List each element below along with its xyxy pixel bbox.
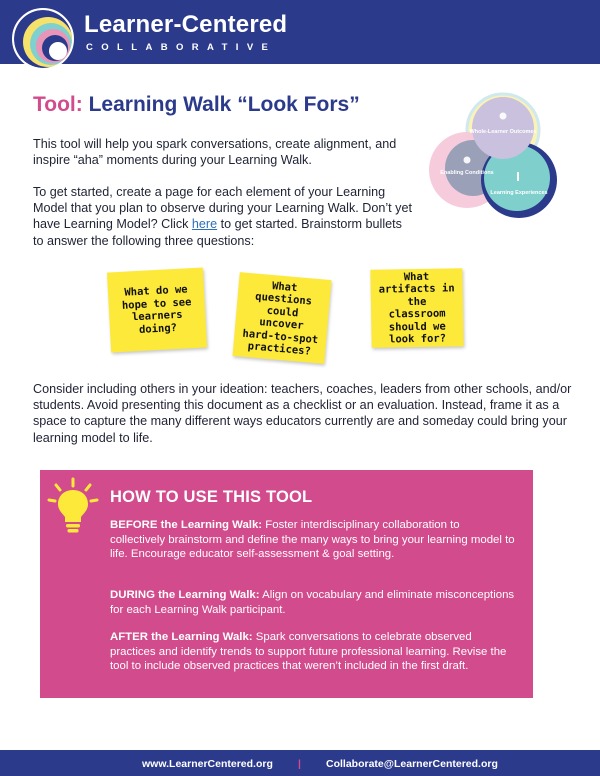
how-to-title: HOW TO USE THIS TOOL — [110, 488, 313, 506]
during-walk-text — [110, 588, 515, 617]
lightbulb-icon — [46, 477, 100, 535]
title-prefix: Tool: — [33, 93, 83, 116]
sticky-note-learners: What do we hope to see learners doing? — [107, 268, 207, 353]
footer-bar — [0, 750, 600, 776]
before-walk-text — [110, 518, 515, 562]
consider-paragraph: Consider including others in your ideation: teachers, coaches, leaders from other schools, and/or students. Avoid presenting this document as a checklist or an evaluation. Instead, frame it as a space to capture the many different ways educators currently are and someday could bring your learning model to life. — [33, 382, 572, 445]
venn-right-label: Learning Experiences — [490, 190, 548, 196]
brand-logo-icon[interactable] — [12, 8, 74, 70]
title-text: Learning Walk “Look Fors” — [88, 93, 360, 116]
before-body: Foster interdisciplinary collaboration to collectively brainstorm and define the many ways to bring your learning model to life. Encourage educator self-assessment & goal setting. — [110, 519, 515, 561]
venn-top-label: Whole-Learner Outcomes — [469, 129, 537, 135]
sticky-note-questions: What questions could uncover hard-to-spot practices? — [233, 272, 332, 364]
website-link[interactable]: www.LearnerCentered.org — [142, 758, 273, 770]
intro-paragraph: This tool will help you spark conversations, create alignment, and inspire “aha” moments during your Learning Walk. — [33, 137, 397, 168]
email-link[interactable]: Collaborate@LearnerCentered.org — [326, 758, 498, 770]
get-started-text-2: to get started. Brainstorm bullets to answer the following three questions: — [33, 217, 402, 248]
after-walk-text — [110, 630, 515, 674]
get-started-text-1: To get started, create a page for each element of your Learning Model that you plan to observe during your Learning Walk. Don’t yet have Learning Model? Click — [33, 185, 412, 232]
before-label: BEFORE the Learning Walk: — [110, 519, 263, 531]
during-label: DURING the Learning Walk: — [110, 589, 260, 601]
here-link[interactable]: here — [191, 217, 218, 232]
learning-model-diagram — [415, 88, 565, 220]
venn-left-label: Enabling Conditions — [440, 170, 494, 176]
during-body: Align on vocabulary and eliminate misconceptions for each Learning Walk participant. — [110, 589, 515, 616]
sticky-note-artifacts: What artifacts in the classroom should we look for? — [370, 268, 463, 348]
header-bar — [0, 0, 600, 64]
after-label: AFTER the Learning Walk: — [110, 631, 253, 643]
footer-separator: | — [298, 758, 301, 770]
brand-tagline: COLLABORATIVE — [86, 42, 277, 53]
get-started-paragraph — [33, 184, 413, 249]
page-title — [33, 93, 360, 117]
after-body: Spark conversations to celebrate observed practices and identify trends to support future professional learning. Revise the tool to include observed practices that weren’t included in the first draft. — [110, 631, 507, 673]
brand-name: Learner-Centered — [84, 11, 288, 38]
